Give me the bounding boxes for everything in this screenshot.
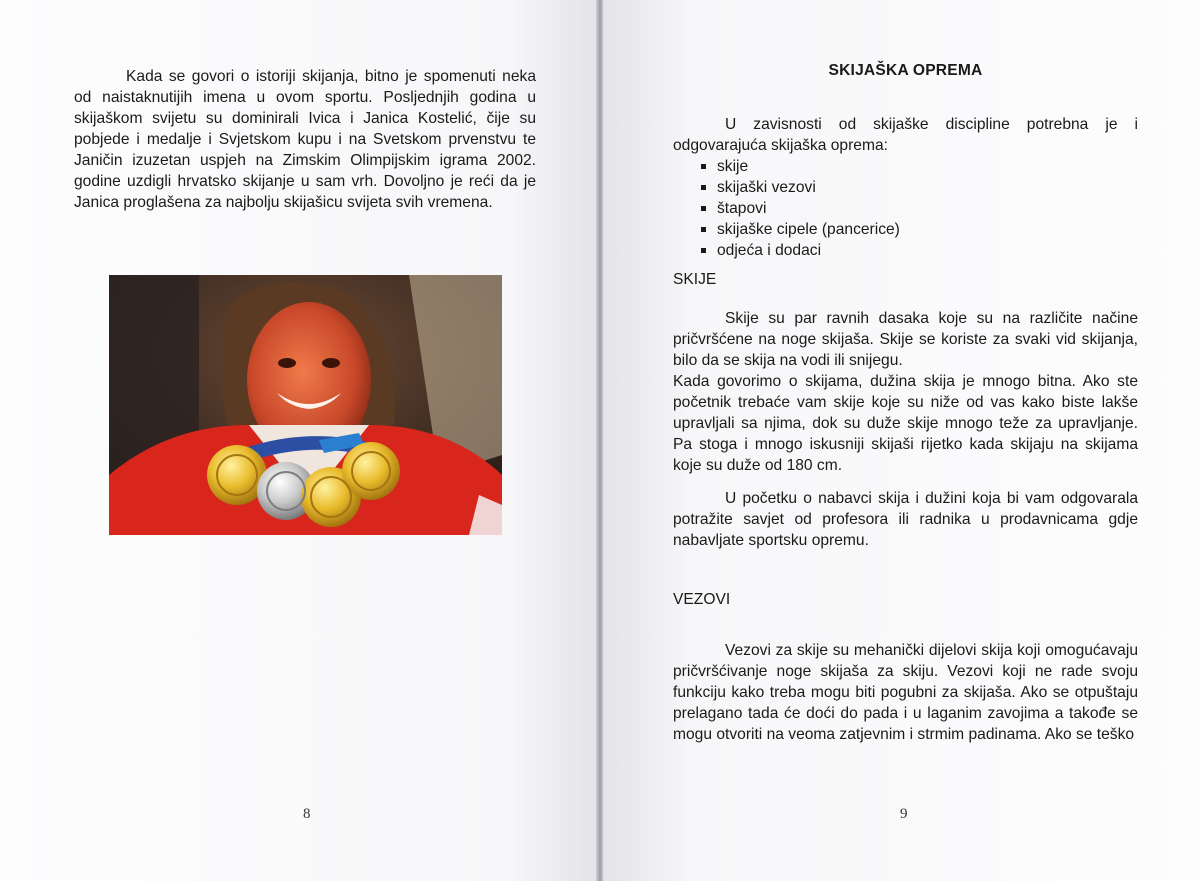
right-page xyxy=(603,0,1200,881)
list-item: skije xyxy=(701,156,1138,177)
skije-heading: SKIJE xyxy=(673,271,717,288)
left-intro-paragraph: Kada se govori o istoriji skijanja, bitno je spomenuti neka od naistaknutijih imena u ovom sportu. Posljednjih godina u skijaškom svijetu su dominirali Ivica i Janica Kostelić, čije su pobjede i medalje i Svjetskom kupu i na Svetskom prvenstvu te Janičin izuzetan uspjeh na Zimskim Olimpijskim igrama 2002. godine uzdigli hrvatsko skijanje u sam vrh. Dovoljno je reći da je Janica proglašena za najbolju skijašicu svijeta svih vremena. xyxy=(74,68,536,211)
skije-paragraph-3: U početku o nabavci skija i dužini koja bi vam odgovarala potražite savjet od profesora ili radnika u prodavnicama gdje nabavljate sportsku opremu. xyxy=(673,490,1138,549)
list-item: odjeća i dodaci xyxy=(701,240,1138,261)
list-item: skijaške cipele (pancerice) xyxy=(701,219,1138,240)
list-item: štapovi xyxy=(701,198,1138,219)
equipment-intro: U zavisnosti od skijaške discipline potrebna je i odgovarajuća skijaška oprema: xyxy=(673,116,1138,154)
equipment-list xyxy=(701,156,1138,261)
left-page xyxy=(0,0,597,881)
left-page-number: 8 xyxy=(303,806,311,822)
skije-paragraph-2: Kada govorimo o skijama, dužina skija je mnogo bitna. Ako ste početnik trebaće vam skije koje su niže od vas kako biste lakše upravljali sa njima, dok su duže skije mnogo teže za upravljanje. Pa stoga i mnogo iskusniji skijaši rijetko kada skijaju na skijama koje su duže od 180 cm. xyxy=(673,373,1138,474)
section-title: SKIJAŠKA OPREMA xyxy=(828,62,983,79)
vezovi-heading: VEZOVI xyxy=(673,591,731,608)
athlete-medals-photo xyxy=(109,275,502,535)
right-page-number: 9 xyxy=(900,806,908,822)
vezovi-paragraph-1: Vezovi za skije su mehanički dijelovi skija koji omogućavaju pričvršćivanje noge skijaša za skiju. Vezovi koji ne rade svoju funkciju kako treba mogu biti pogubni za skijaša. Ako se otpuštaju prelagano tada će doći do pada i u laganim zavojima a takođe se mogu otvoriti na veoma zatjevnim i strmim padinama. Ako se teško xyxy=(673,642,1138,743)
list-item: skijaški vezovi xyxy=(701,177,1138,198)
skije-paragraph-1: Skije su par ravnih dasaka koje su na različite načine pričvršćene na noge skijaša. Skije se koriste za svaki vid skijanja, bilo da se skija na vodi ili snijegu. xyxy=(673,310,1138,369)
